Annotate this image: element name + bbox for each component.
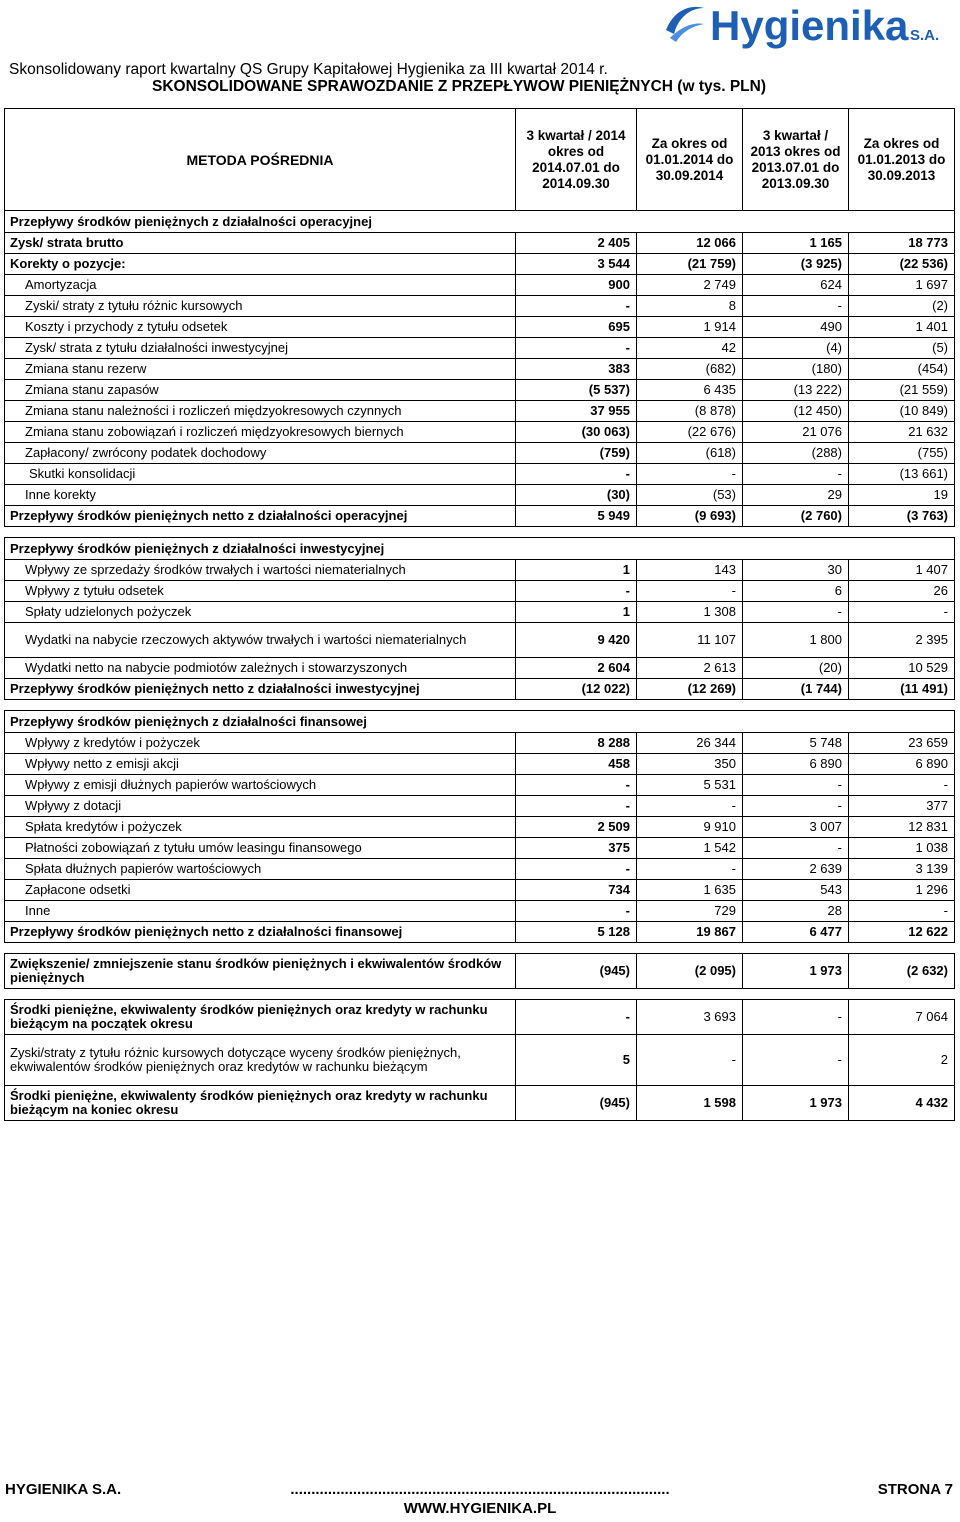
value-cell: 7 064 [849,1000,955,1035]
value-cell: (180) [743,359,849,380]
row-label: Wydatki netto na nabycie podmiotów zależnych i stowarzyszonych [5,658,516,679]
value-cell: (2) [849,296,955,317]
value-cell: - [516,775,637,796]
footer-page-number: STRONA 7 [877,1481,953,1498]
row-label: Wpływy z kredytów i pożyczek [5,733,516,754]
value-cell: 18 773 [849,233,955,254]
row-label: Przepływy środków pieniężnych netto z działalności inwestycyjnej [5,679,516,700]
value-cell: 5 748 [743,733,849,754]
value-cell: 5 [516,1035,637,1086]
value-cell: (945) [516,954,637,989]
value-cell: 624 [743,275,849,296]
table-row [5,359,955,380]
table-row [5,733,955,754]
value-cell: (755) [849,443,955,464]
value-cell: 1 542 [637,838,743,859]
value-cell: 23 659 [849,733,955,754]
table-row [5,775,955,796]
value-cell: 28 [743,901,849,922]
row-label: Amortyzacja [5,275,516,296]
row-label: Inne korekty [5,485,516,506]
value-cell: (21 559) [849,380,955,401]
value-cell: 6 890 [743,754,849,775]
table-row [5,623,955,658]
hygienika-logo [660,0,950,50]
value-cell: 5 949 [516,506,637,527]
method-header: METODA POŚREDNIA [5,109,516,211]
value-cell: 12 831 [849,817,955,838]
value-cell: 9 910 [637,817,743,838]
value-cell: 2 405 [516,233,637,254]
row-label: Spłata kredytów i pożyczek [5,817,516,838]
value-cell: 1 407 [849,560,955,581]
value-cell: 1 598 [637,1086,743,1121]
value-cell: 37 955 [516,401,637,422]
value-cell: (618) [637,443,743,464]
value-cell: - [637,464,743,485]
value-cell: (9 693) [637,506,743,527]
table-row [5,581,955,602]
value-cell: 2 613 [637,658,743,679]
row-label: Zmiana stanu rezerw [5,359,516,380]
value-cell: - [516,296,637,317]
value-cell: - [637,1035,743,1086]
row-label: Zmiana stanu zapasów [5,380,516,401]
value-cell: 3 139 [849,859,955,880]
value-cell: 6 435 [637,380,743,401]
row-label: Zysk/ strata z tytułu działalności inwestycyjnej [5,338,516,359]
value-cell: - [637,796,743,817]
value-cell: 12 622 [849,922,955,943]
col-header-q3-2014: 3 kwartał / 2014 okres od 2014.07.01 do 2014.09.30 [516,109,637,211]
row-label: Zyski/straty z tytułu różnic kursowych dotyczące wyceny środków pieniężnych, ekwiwalentów środków pieniężnych oraz kredytów w rachunku bieżącym [5,1035,516,1086]
row-label: Korekty o pozycje: [5,254,516,275]
table-row [5,1035,955,1086]
value-cell: 3 544 [516,254,637,275]
value-cell: (2 095) [637,954,743,989]
value-cell: 2 749 [637,275,743,296]
value-cell: - [849,901,955,922]
value-cell: (2 760) [743,506,849,527]
table-row [5,464,955,485]
value-cell: 6 477 [743,922,849,943]
row-label: Przepływy środków pieniężnych netto z działalności finansowej [5,922,516,943]
value-cell: (682) [637,359,743,380]
table-row [5,859,955,880]
value-cell: 2 639 [743,859,849,880]
value-cell: - [743,296,849,317]
table-row [5,679,955,700]
value-cell: 26 [849,581,955,602]
value-cell: (30) [516,485,637,506]
value-cell: 42 [637,338,743,359]
value-cell: 5 531 [637,775,743,796]
value-cell: (30 063) [516,422,637,443]
value-cell: 6 890 [849,754,955,775]
row-label: Zapłacone odsetki [5,880,516,901]
value-cell: (4) [743,338,849,359]
row-label: Wydatki na nabycie rzeczowych aktywów trwałych i wartości niematerialnych [5,623,516,658]
value-cell: (12 269) [637,679,743,700]
value-cell: 19 867 [637,922,743,943]
row-label: Środki pieniężne, ekwiwalenty środków pieniężnych oraz kredyty w rachunku bieżącym na początek okresu [5,1000,516,1035]
value-cell: 900 [516,275,637,296]
value-cell: (5) [849,338,955,359]
value-cell: 1 635 [637,880,743,901]
value-cell: 383 [516,359,637,380]
value-cell: (53) [637,485,743,506]
value-cell: 695 [516,317,637,338]
table-row [5,317,955,338]
value-cell: - [516,901,637,922]
value-cell: 1 914 [637,317,743,338]
value-cell: 734 [516,880,637,901]
logo-suffix-text: S.A. [910,27,940,44]
value-cell: 1 038 [849,838,955,859]
value-cell: 1 401 [849,317,955,338]
row-label: Wpływy netto z emisji akcji [5,754,516,775]
table-row [5,1000,955,1035]
table-row [5,443,955,464]
logo-brand-text: Hygienika [710,2,909,49]
value-cell: (11 491) [849,679,955,700]
value-cell: 4 432 [849,1086,955,1121]
value-cell: 26 344 [637,733,743,754]
row-label: Zyski/ straty z tytułu różnic kursowych [5,296,516,317]
value-cell: - [516,859,637,880]
table-row [5,401,955,422]
value-cell: (945) [516,1086,637,1121]
value-cell: (22 676) [637,422,743,443]
value-cell: - [849,775,955,796]
table-header-row [5,109,955,211]
value-cell: (3 763) [849,506,955,527]
row-label: Zmiana stanu należności i rozliczeń międzyokresowych czynnych [5,401,516,422]
row-label: Spłaty udzielonych pożyczek [5,602,516,623]
value-cell: 21 076 [743,422,849,443]
value-cell: - [743,796,849,817]
row-label: Wpływy z tytułu odsetek [5,581,516,602]
table-row [5,338,955,359]
value-cell: 2 [849,1035,955,1086]
value-cell: 1 973 [743,1086,849,1121]
table-row [5,506,955,527]
table-row [5,1086,955,1121]
value-cell: - [743,838,849,859]
cash-flow-table [4,108,955,1121]
value-cell: - [743,1000,849,1035]
row-label: Inne [5,901,516,922]
table-row [5,754,955,775]
value-cell: - [743,602,849,623]
section-header-financing [5,711,955,733]
value-cell: 543 [743,880,849,901]
value-cell: 12 066 [637,233,743,254]
table-row [5,817,955,838]
value-cell: (13 661) [849,464,955,485]
col-header-ytd-2014: Za okres od 01.01.2014 do 30.09.2014 [637,109,743,211]
row-label: Środki pieniężne, ekwiwalenty środków pieniężnych oraz kredyty w rachunku bieżącym na koniec okresu [5,1086,516,1121]
value-cell: (8 878) [637,401,743,422]
table-row [5,954,955,989]
value-cell: 458 [516,754,637,775]
value-cell: (12 022) [516,679,637,700]
value-cell: - [849,602,955,623]
value-cell: 1 308 [637,602,743,623]
value-cell: 3 693 [637,1000,743,1035]
value-cell: 2 509 [516,817,637,838]
value-cell: 6 [743,581,849,602]
value-cell: 8 288 [516,733,637,754]
section-header-investing [5,538,955,560]
row-label: Spłata dłużnych papierów wartościowych [5,859,516,880]
value-cell: (2 632) [849,954,955,989]
table-row [5,901,955,922]
value-cell: 21 632 [849,422,955,443]
row-label: Zwiększenie/ zmniejszenie stanu środków pieniężnych i ekwiwalentów środków pieniężnych [5,954,516,989]
value-cell: (20) [743,658,849,679]
value-cell: (5 537) [516,380,637,401]
value-cell: - [637,859,743,880]
value-cell: (288) [743,443,849,464]
value-cell: 375 [516,838,637,859]
table-row [5,254,955,275]
value-cell: (454) [849,359,955,380]
table-row [5,922,955,943]
value-cell: 11 107 [637,623,743,658]
table-row [5,838,955,859]
row-label: Koszty i przychody z tytułu odsetek [5,317,516,338]
footer-url: WWW.HYGIENIKA.PL [403,1500,557,1517]
footer-dots: ........................................................................................... [290,1481,670,1498]
value-cell: 9 420 [516,623,637,658]
row-label: Płatności zobowiązań z tytułu umów leasingu finansowego [5,838,516,859]
value-cell: 350 [637,754,743,775]
table-row [5,560,955,581]
value-cell: (3 925) [743,254,849,275]
table-row [5,602,955,623]
value-cell: 10 529 [849,658,955,679]
value-cell: 3 007 [743,817,849,838]
value-cell: 1 [516,602,637,623]
report-header-line: Skonsolidowany raport kwartalny QS Grupy Kapitałowej Hygienika za III kwartał 2014 r. [9,61,608,78]
row-label: Skutki konsolidacji [5,464,516,485]
table-row [5,658,955,679]
row-label: Wpływy z emisji dłużnych papierów wartościowych [5,775,516,796]
table-row [5,422,955,443]
table-row [5,275,955,296]
table-row [5,485,955,506]
value-cell: (1 744) [743,679,849,700]
value-cell: 30 [743,560,849,581]
value-cell: - [743,464,849,485]
value-cell: 1 [516,560,637,581]
value-cell: - [516,796,637,817]
value-cell: 1 165 [743,233,849,254]
section-title: Przepływy środków pieniężnych z działalności finansowej [5,711,955,733]
value-cell: 143 [637,560,743,581]
value-cell: (12 450) [743,401,849,422]
row-label: Zapłacony/ zwrócony podatek dochodowy [5,443,516,464]
section-title: Przepływy środków pieniężnych z działalności inwestycyjnej [5,538,955,560]
row-label: Zmiana stanu zobowiązań i rozliczeń międzyokresowych biernych [5,422,516,443]
table-row [5,880,955,901]
value-cell: - [743,775,849,796]
row-label: Wpływy z dotacji [5,796,516,817]
value-cell: - [743,1035,849,1086]
value-cell: 8 [637,296,743,317]
table-row [5,296,955,317]
table-row [5,233,955,254]
value-cell: - [516,581,637,602]
section-title: Przepływy środków pieniężnych z działalności operacyjnej [5,211,955,233]
value-cell: 1 296 [849,880,955,901]
table-row [5,796,955,817]
value-cell: - [516,1000,637,1035]
value-cell: 2 395 [849,623,955,658]
section-header-operating [5,211,955,233]
value-cell: 2 604 [516,658,637,679]
value-cell: 5 128 [516,922,637,943]
value-cell: (13 222) [743,380,849,401]
value-cell: (10 849) [849,401,955,422]
col-header-q3-2013: 3 kwartał / 2013 okres od 2013.07.01 do 2013.09.30 [743,109,849,211]
footer-company: HYGIENIKA S.A. [5,1481,122,1498]
report-title: SKONSOLIDOWANE SPRAWOZDANIE Z PRZEPŁYWOW PIENIĘŻNYCH (w tys. PLN) [152,78,766,95]
value-cell: 1 973 [743,954,849,989]
row-label: Przepływy środków pieniężnych netto z działalności operacyjnej [5,506,516,527]
value-cell: (759) [516,443,637,464]
value-cell: - [516,338,637,359]
value-cell: - [516,464,637,485]
row-label: Wpływy ze sprzedaży środków trwałych i wartości niematerialnych [5,560,516,581]
value-cell: - [637,581,743,602]
value-cell: 1 800 [743,623,849,658]
col-header-ytd-2013: Za okres od 01.01.2013 do 30.09.2013 [849,109,955,211]
value-cell: 1 697 [849,275,955,296]
value-cell: 729 [637,901,743,922]
value-cell: 377 [849,796,955,817]
value-cell: (22 536) [849,254,955,275]
value-cell: 29 [743,485,849,506]
value-cell: 490 [743,317,849,338]
value-cell: 19 [849,485,955,506]
table-row [5,380,955,401]
row-label: Zysk/ strata brutto [5,233,516,254]
value-cell: (21 759) [637,254,743,275]
